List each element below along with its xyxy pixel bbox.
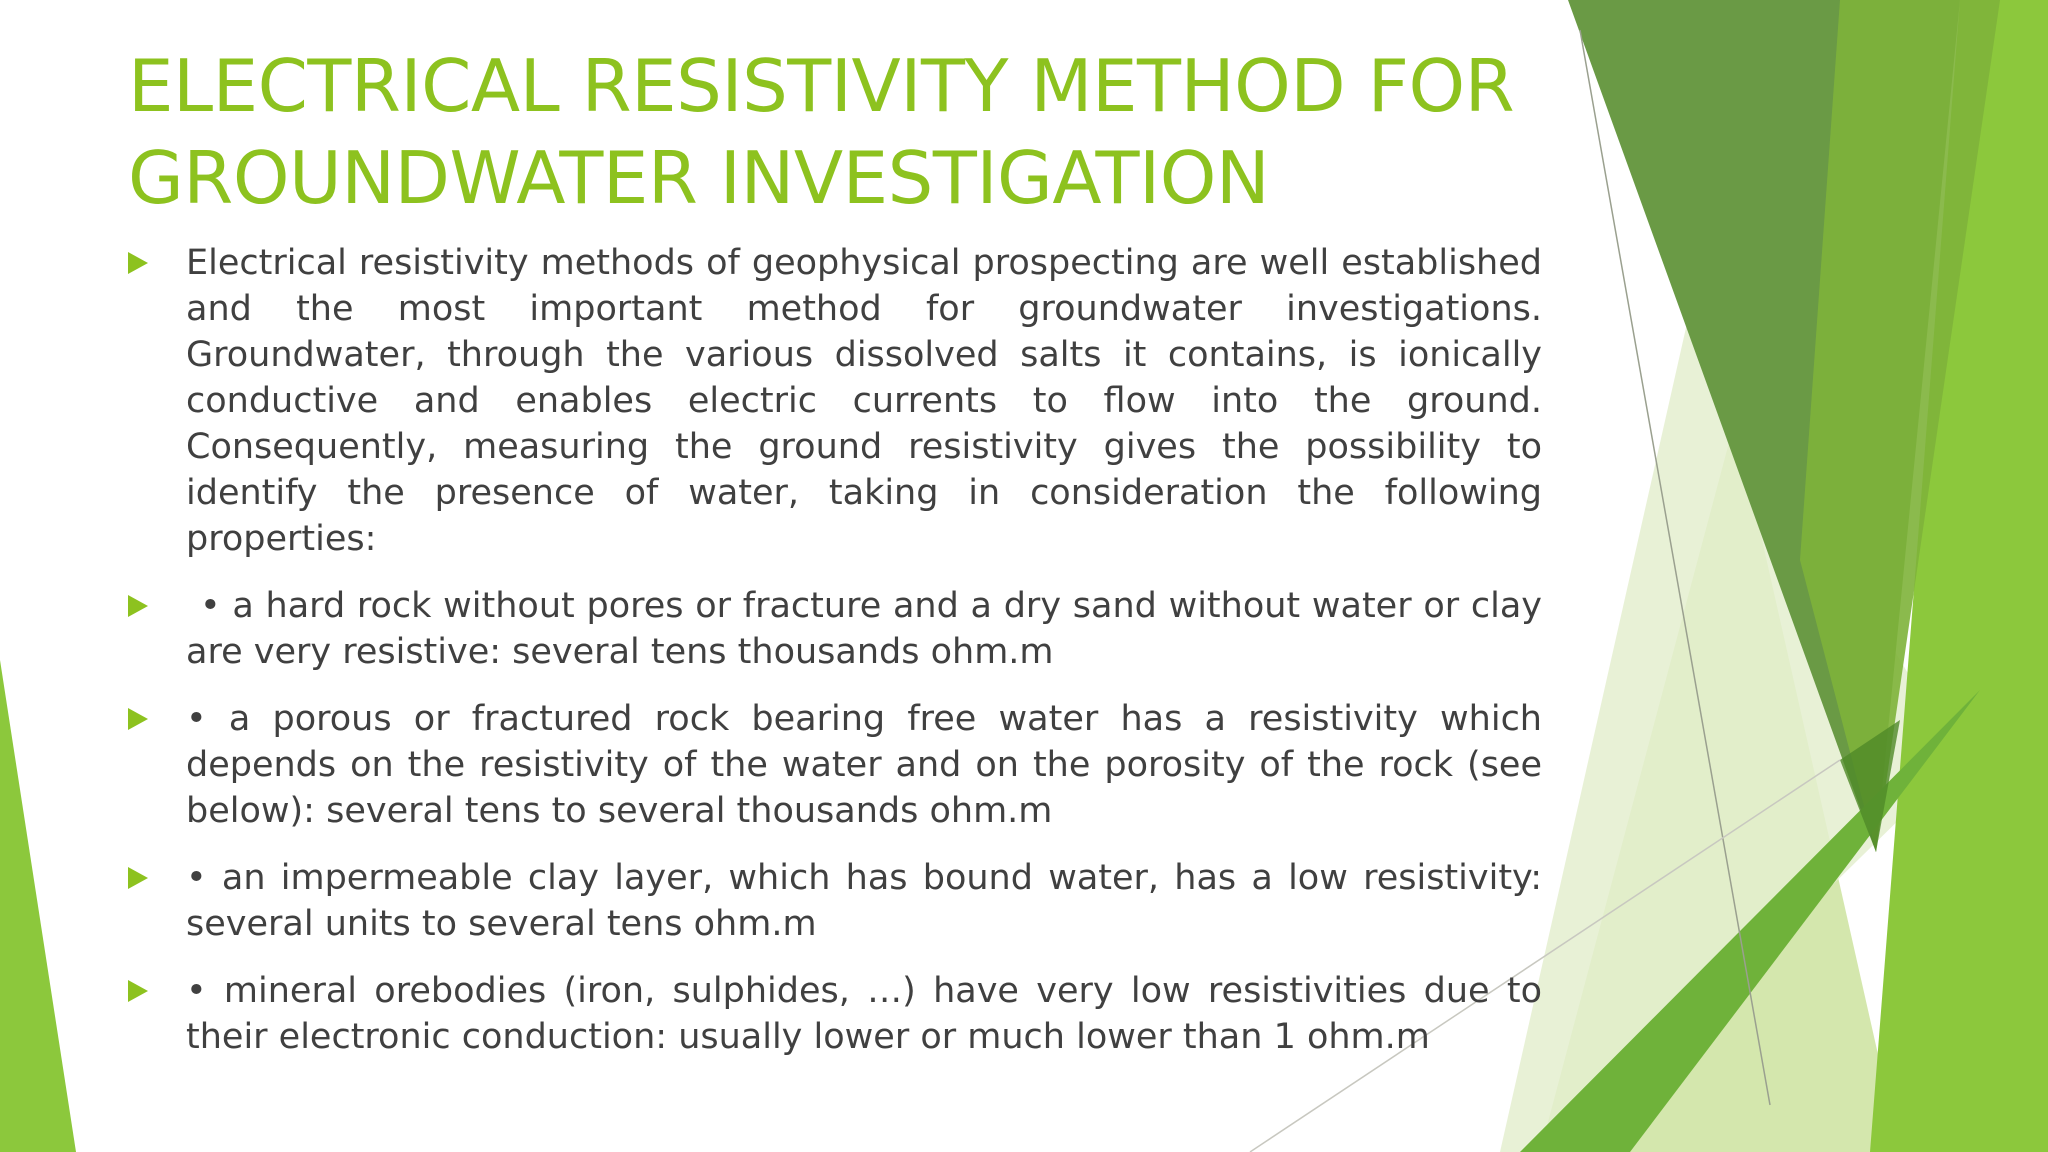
slide-title-line-2: GROUNDWATER INVESTIGATION — [128, 136, 1270, 220]
bullet-text: • an impermeable clay layer, which has bound water, has a low resistivity: several units to several tens ohm.m — [186, 858, 1542, 944]
slide-title — [128, 40, 1628, 224]
bullet-text — [186, 583, 1542, 675]
bullet-item — [128, 696, 1542, 834]
bullet-item — [128, 855, 1542, 947]
bullet-item — [128, 968, 1542, 1060]
bullet-text-content: • a hard rock without pores or fracture and a dry sand without water or clay are very resistive: several tens thousands ohm.m — [186, 586, 1542, 672]
bullet-arrow-icon — [128, 583, 186, 629]
bullet-text: • mineral orebodies (iron, sulphides, …) have very low resistivities due to their electronic conduction: usually lower or much lower than 1 ohm.m — [186, 971, 1542, 1057]
bullet-text: • a porous or fractured rock bearing free water has a resistivity which depends on the resistivity of the water and on the porosity of the rock (see below): several tens to several thousands ohm.m — [186, 699, 1542, 831]
bullet-arrow-icon — [128, 855, 186, 901]
bullet-item — [128, 240, 1542, 562]
bullet-item — [128, 583, 1542, 675]
bullet-arrow-icon — [128, 696, 186, 742]
slide-title-line-1: ELECTRICAL RESISTIVITY METHOD FOR — [128, 44, 1515, 128]
bullet-arrow-icon — [128, 968, 186, 1014]
bullet-arrow-icon — [128, 240, 186, 286]
bullet-list — [128, 240, 1542, 1081]
left-green-sliver — [0, 660, 76, 1152]
bullet-text: Electrical resistivity methods of geophysical prospecting are well established and the most important method for groundwater investigations. Groundwater, through the various dissolved salts it contains, is ionically conductive and enables electric currents to flow into the ground. Consequently, measuring the ground resistivity gives the possibility to identify the presence of water, taking in consideration the following properties: — [186, 243, 1542, 559]
